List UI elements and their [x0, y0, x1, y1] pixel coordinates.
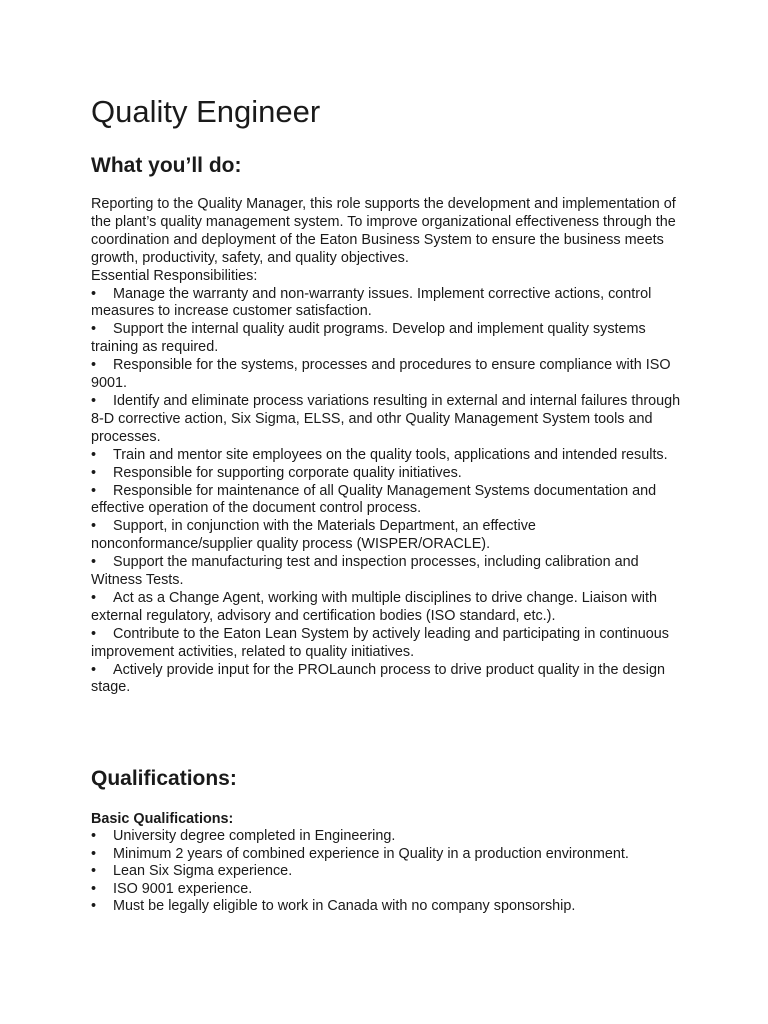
- basic-qualification-text: Lean Six Sigma experience.: [113, 863, 293, 880]
- bullet-icon: •: [91, 880, 97, 897]
- responsibility-item: [91, 447, 691, 465]
- bullet-icon: •: [91, 357, 97, 374]
- intro-paragraph: Reporting to the Quality Manager, this role supports the development and implementation of the plant’s quality management system. To improve organizational effectiveness through the coordination and deployment of the Eaton Business System to ensure the business meets growth, productivity, safety, and quality objectives.: [91, 196, 676, 266]
- basic-qualification-text: Minimum 2 years of combined experience in Quality in a production environment.: [113, 845, 629, 862]
- responsibility-item: [91, 483, 691, 519]
- bullet-icon: •: [91, 661, 97, 678]
- bullet-icon: •: [91, 482, 97, 499]
- basic-qualification-item: [91, 828, 691, 846]
- bullet-icon: •: [91, 321, 97, 338]
- responsibility-item: [91, 321, 691, 357]
- basic-qualification-text: Must be legally eligible to work in Canada with no company sponsorship.: [113, 898, 576, 915]
- basic-qualification-item: [91, 898, 691, 916]
- basic-qualification-text: ISO 9001 experience.: [113, 880, 253, 897]
- bullet-icon: •: [91, 392, 97, 409]
- basic-qualification-text: University degree completed in Engineering.: [113, 828, 396, 844]
- responsibilities-list: [91, 286, 691, 698]
- bullet-icon: •: [91, 589, 97, 606]
- what-youll-do-heading: What you’ll do:: [91, 154, 242, 177]
- bullet-icon: •: [91, 625, 97, 642]
- responsibility-text: Train and mentor site employees on the quality tools, applications and intended results.: [113, 446, 668, 463]
- responsibilities-section: [91, 196, 691, 697]
- responsibility-text: Support, in conjunction with the Materials Department, an effective nonconformance/supplier quality process (WISPER/ORACLE).: [91, 518, 536, 553]
- page-title: Quality Engineer: [91, 94, 321, 129]
- responsibility-item: [91, 554, 691, 590]
- responsibility-item: [91, 357, 691, 393]
- bullet-icon: •: [91, 863, 97, 880]
- responsibility-text: Responsible for supporting corporate quality initiatives.: [113, 464, 462, 481]
- responsibility-item: [91, 590, 691, 626]
- responsibilities-label: Essential Responsibilities:: [91, 267, 258, 284]
- basic-qualification-item: [91, 863, 691, 881]
- responsibility-text: Contribute to the Eaton Lean System by actively leading and participating in continuous improvement activities, related to quality initiatives.: [91, 625, 669, 660]
- basic-qualifications-label: Basic Qualifications:: [91, 811, 234, 827]
- bullet-icon: •: [91, 898, 97, 915]
- bullet-icon: •: [91, 464, 97, 481]
- responsibility-item: [91, 518, 691, 554]
- basic-qualification-item: [91, 881, 691, 899]
- responsibility-text: Act as a Change Agent, working with multiple disciplines to drive change. Liaison with external regulatory, advisory and certification bodies (ISO standard, etc.).: [91, 589, 657, 624]
- responsibility-item: [91, 465, 691, 483]
- basic-qualifications-list: [91, 828, 691, 916]
- responsibility-item: [91, 393, 691, 447]
- responsibility-text: Identify and eliminate process variations resulting in external and internal failures through 8-D corrective action, Six Sigma, ELSS, and othr Quality Management System tools and processes.: [91, 392, 681, 445]
- responsibility-item: [91, 286, 691, 322]
- bullet-icon: •: [91, 828, 97, 844]
- basic-qualification-item: [91, 846, 691, 864]
- responsibility-text: Support the internal quality audit programs. Develop and implement quality systems training as required.: [91, 321, 646, 356]
- bullet-icon: •: [91, 285, 97, 302]
- bullet-icon: •: [91, 554, 97, 571]
- responsibility-text: Responsible for maintenance of all Quality Management Systems documentation and effective operation of the document control process.: [91, 482, 657, 517]
- responsibility-item: [91, 662, 691, 698]
- bullet-icon: •: [91, 446, 97, 463]
- responsibility-item: [91, 626, 691, 662]
- responsibility-text: Support the manufacturing test and inspection processes, including calibration and Witness Tests.: [91, 554, 639, 589]
- bullet-icon: •: [91, 845, 97, 862]
- bullet-icon: •: [91, 518, 97, 535]
- responsibility-text: Responsible for the systems, processes and procedures to ensure compliance with ISO 9001.: [91, 357, 671, 392]
- qualifications-heading: Qualifications:: [91, 767, 237, 790]
- responsibility-text: Manage the warranty and non-warranty issues. Implement corrective actions, control measures to increase customer satisfaction.: [91, 285, 652, 320]
- responsibility-text: Actively provide input for the PROLaunch process to drive product quality in the design stage.: [91, 661, 665, 696]
